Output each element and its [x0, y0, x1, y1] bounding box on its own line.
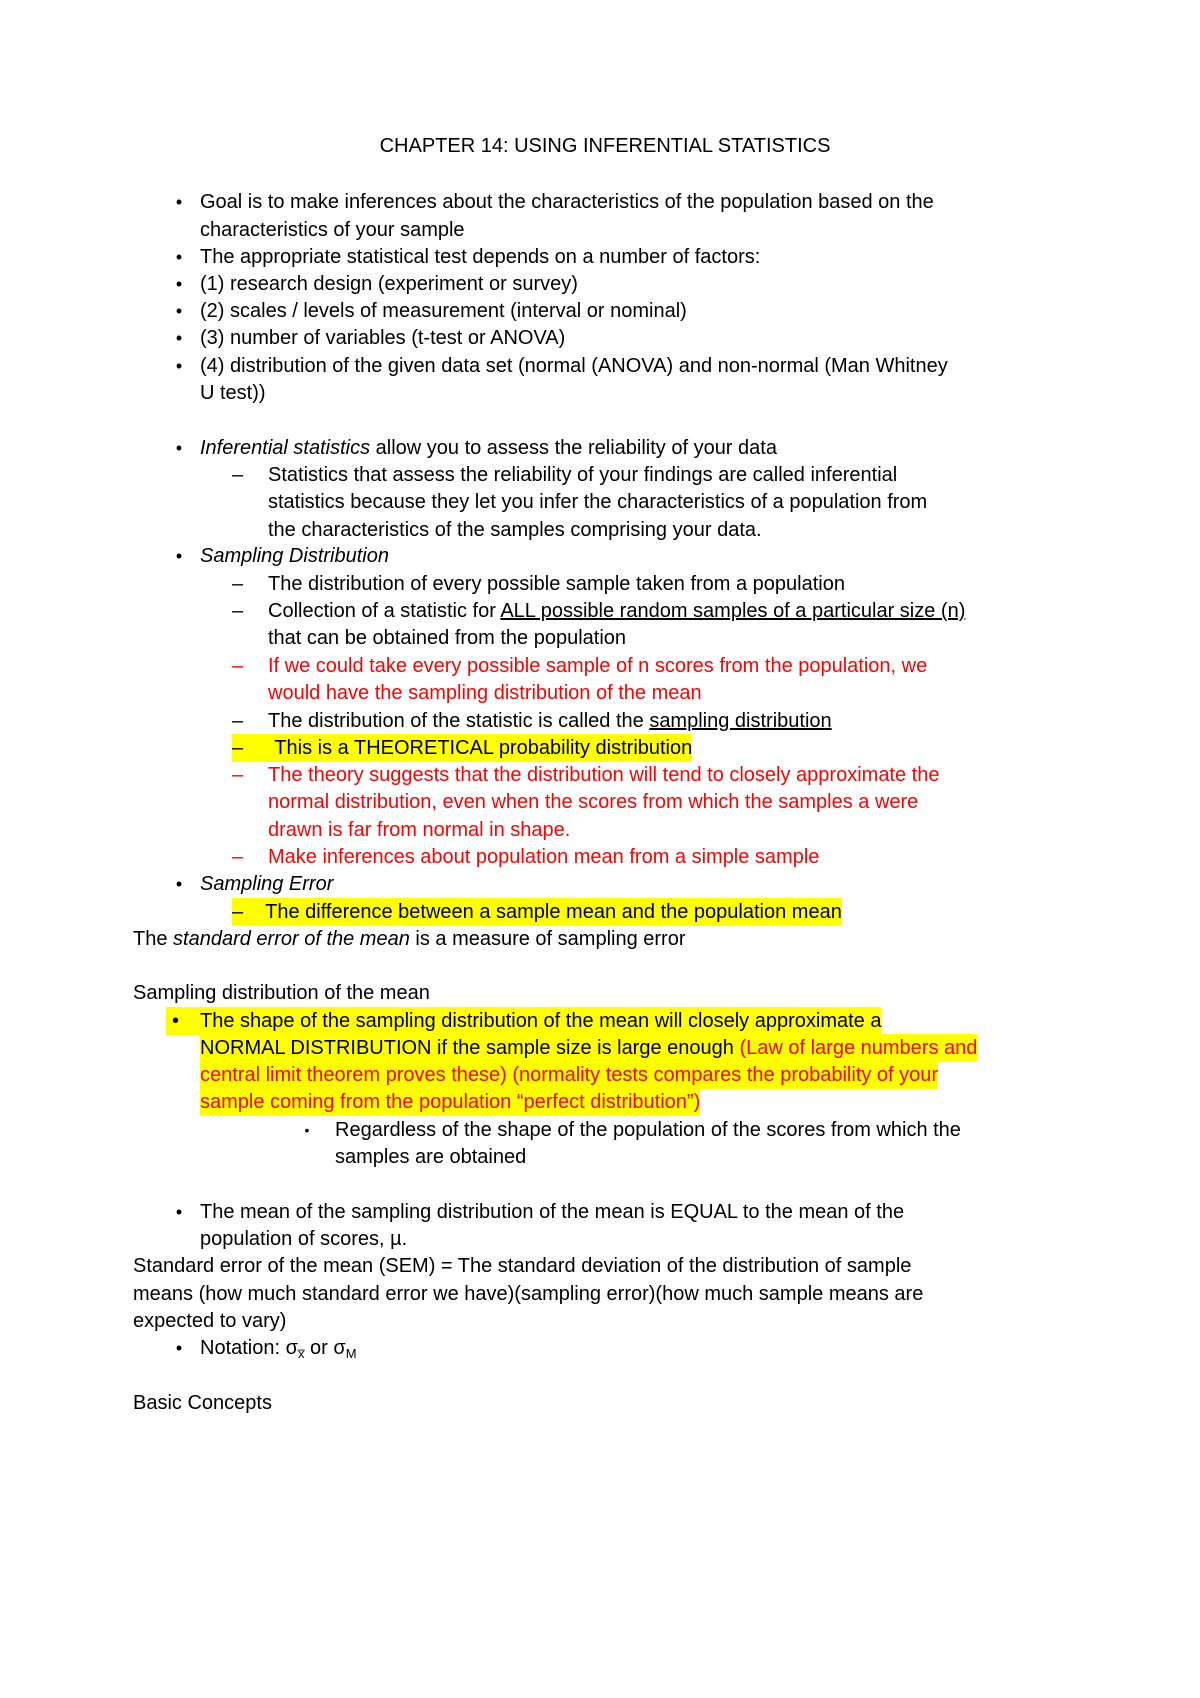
bullet-icon: •	[175, 438, 183, 458]
bullet-icon: •	[175, 247, 183, 267]
dash-icon: –	[232, 464, 244, 486]
bullet-icon: •	[175, 301, 183, 321]
factor-3: (3) number of variables (t-test or ANOVA)	[200, 327, 566, 349]
sdm-b2-line-2: population of scores, µ.	[200, 1228, 408, 1250]
sd-item-2-pre: Collection of a statistic for	[268, 600, 501, 622]
basic-concepts-heading: Basic Concepts	[133, 1392, 272, 1414]
sdm-sub-line-1: Regardless of the shape of the population of the scores from which the	[335, 1119, 961, 1141]
notation-line	[200, 1334, 357, 1362]
sd-item-6-line-2: normal distribution, even when the scores from which the samples a were	[268, 791, 919, 813]
inferential-sub-3: the characteristics of the samples comprising your data.	[268, 519, 762, 541]
small-bullet-icon: •	[304, 1122, 310, 1138]
bullet-icon: •	[175, 328, 183, 348]
notation-label: Notation: σ	[200, 1337, 298, 1359]
inferential-line	[200, 434, 777, 462]
dash-icon: –	[232, 846, 244, 868]
dash-icon: –	[232, 764, 244, 786]
goal-line-2: characteristics of your sample	[200, 219, 465, 241]
notation-sub-m: M	[345, 1346, 357, 1361]
sdm-b1-line-1	[166, 1007, 881, 1035]
sd-item-2	[268, 597, 965, 625]
inferential-sub-1: Statistics that assess the reliability of your findings are called inferential	[268, 464, 898, 486]
sd-item-5: This is a THEORETICAL probability distribution	[269, 737, 693, 759]
factor-4-line-2: U test))	[200, 382, 266, 404]
bullet-icon: •	[175, 1202, 183, 1222]
sd-item-3-line-2: would have the sampling distribution of the mean	[268, 682, 702, 704]
dash-icon: –	[232, 710, 244, 732]
dash-icon: –	[232, 655, 244, 677]
sem-statement-pre: The	[133, 928, 174, 950]
sd-item-4	[268, 707, 832, 735]
page-title: CHAPTER 14: USING INFERENTIAL STATISTICS	[379, 135, 831, 157]
bullet-icon: •	[175, 546, 183, 566]
sem-statement	[133, 925, 686, 953]
factor-4-line-1: (4) distribution of the given data set (normal (ANOVA) and non-normal (Man Whitney	[200, 355, 948, 377]
test-factors-line: The appropriate statistical test depends on a number of factors:	[200, 246, 761, 268]
inferential-term: Inferential statistics	[200, 437, 371, 459]
sdm-b1-line-4: sample coming from the population “perfect distribution”)	[200, 1088, 700, 1116]
dash-icon: –	[232, 600, 244, 622]
sdm-heading: Sampling distribution of the mean	[133, 982, 430, 1004]
notation-or: or σ	[304, 1337, 346, 1359]
bullet-icon: •	[175, 874, 183, 894]
sdm-b1-text-2b: (Law of large numbers and	[739, 1037, 978, 1059]
sd-item-6-line-1: The theory suggests that the distribution will tend to closely approximate the	[268, 764, 940, 786]
sem-statement-post: is a measure of sampling error	[409, 928, 686, 950]
sd-item-4-pre: The distribution of the statistic is called the	[268, 710, 650, 732]
sdm-b2-line-1: The mean of the sampling distribution of the mean is EQUAL to the mean of the	[200, 1201, 905, 1223]
sd-item-2-cont: that can be obtained from the population	[268, 627, 627, 649]
sd-item-2-underlined: ALL possible random samples of a particular size (n)	[500, 600, 966, 622]
sem-def-line-2: means (how much standard error we have)(sampling error)(how much sample means are	[133, 1283, 924, 1305]
sdm-b1-text-1: The shape of the sampling distribution of the mean will closely approximate a	[200, 1010, 882, 1032]
notation-sub-xbar: x̅	[297, 1346, 305, 1361]
se-item-1: The difference between a sample mean and the population mean	[265, 901, 842, 923]
sem-def-line-3: expected to vary)	[133, 1310, 287, 1332]
bullet-icon: •	[175, 1338, 183, 1358]
sd-item-4-underlined: sampling distribution	[649, 710, 832, 732]
sd-item-1: The distribution of every possible sample taken from a population	[268, 573, 845, 595]
sdm-sub-line-2: samples are obtained	[335, 1146, 527, 1168]
dash-icon: –	[232, 901, 244, 923]
bullet-icon: •	[172, 1010, 180, 1032]
bullet-icon: •	[175, 356, 183, 376]
sem-def-line-1: Standard error of the mean (SEM) = The standard deviation of the distribution of sample	[133, 1255, 912, 1277]
factor-1: (1) research design (experiment or survey)	[200, 273, 578, 295]
dash-icon: –	[232, 573, 244, 595]
sd-item-7: Make inferences about population mean from a simple sample	[268, 846, 820, 868]
goal-line-1: Goal is to make inferences about the characteristics of the population based on the	[200, 191, 934, 213]
sampling-error-heading: Sampling Error	[200, 873, 334, 895]
sdm-b1-line-3: central limit theorem proves these) (normality tests compares the probability of your	[200, 1061, 938, 1089]
dash-icon: –	[232, 737, 244, 759]
sampling-distribution-heading: Sampling Distribution	[200, 545, 389, 567]
inferential-rest: allow you to assess the reliability of your data	[370, 437, 777, 459]
bullet-icon: •	[175, 192, 183, 212]
inferential-sub-2: statistics because they let you infer the characteristics of a population from	[268, 491, 928, 513]
sdm-b1-line-2	[200, 1034, 977, 1062]
bullet-icon: •	[175, 274, 183, 294]
factor-2: (2) scales / levels of measurement (interval or nominal)	[200, 300, 687, 322]
se-item-1-highlight	[232, 898, 842, 926]
sd-item-6-line-3: drawn is far from normal in shape.	[268, 819, 571, 841]
sem-statement-term: standard error of the mean	[173, 928, 410, 950]
sdm-b1-text-2a: NORMAL DISTRIBUTION if the sample size is large enough	[200, 1037, 740, 1059]
sd-item-5-highlight	[232, 734, 692, 762]
sd-item-3-line-1: If we could take every possible sample of n scores from the population, we	[268, 655, 928, 677]
